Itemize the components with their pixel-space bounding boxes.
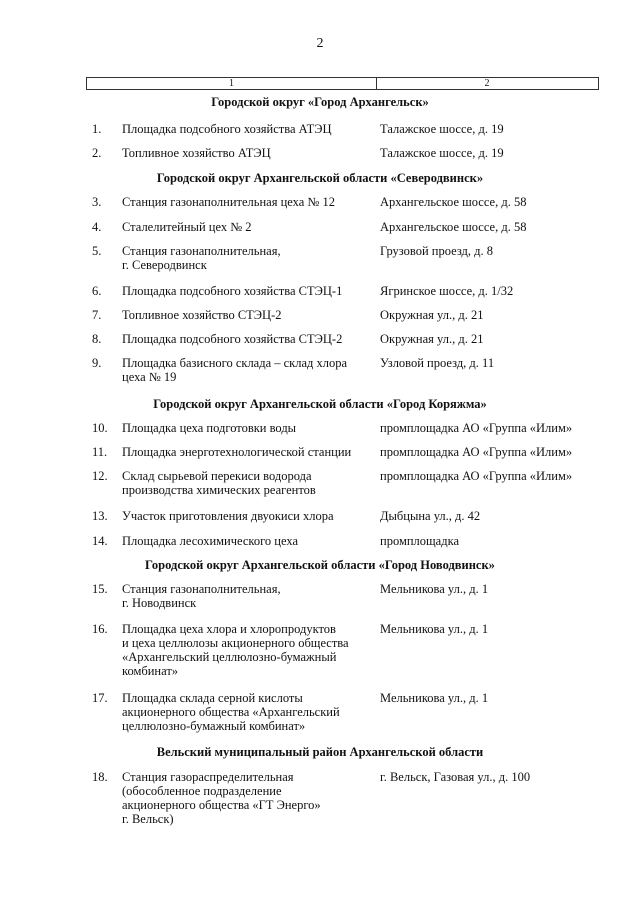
object-address: Грузовой проезд, д. 8 (380, 244, 493, 258)
row-number: 17. (92, 691, 108, 705)
object-name: Станция газонаполнительная, г. Северодвинск (122, 244, 281, 272)
row-number: 14. (92, 534, 108, 548)
row-number: 13. (92, 509, 108, 523)
row-number: 2. (92, 146, 102, 160)
row-number: 15. (92, 582, 108, 596)
object-address: промплощадка АО «Группа «Илим» (380, 421, 573, 435)
object-name: Площадка подсобного хозяйства СТЭЦ-1 (122, 284, 343, 298)
object-name: Склад сырьевой перекиси водорода производства химических реагентов (122, 469, 316, 497)
row-number: 1. (92, 122, 102, 136)
row-number: 10. (92, 421, 108, 435)
row-number: 8. (92, 332, 102, 346)
object-address: Ягринское шоссе, д. 1/32 (380, 284, 514, 298)
page-number: 2 (316, 36, 324, 51)
row-number: 18. (92, 770, 108, 784)
object-address: Архангельское шоссе, д. 58 (380, 220, 527, 234)
column-header-row (86, 77, 599, 90)
object-name: Площадка цеха подготовки воды (122, 421, 297, 435)
section-title: Городской округ «Город Архангельск» (211, 95, 429, 109)
row-number: 4. (92, 220, 102, 234)
object-address: Дыбцына ул., д. 42 (380, 509, 481, 523)
row-number: 6. (92, 284, 102, 298)
object-name: Сталелитейный цех № 2 (122, 220, 252, 234)
object-name: Станция газонаполнительная, г. Новодвинск (122, 582, 281, 610)
object-name: Площадка склада серной кислоты акционерного общества «Архангельский целлюлозно-бумажный комбинат» (122, 691, 340, 733)
object-name: Площадка лесохимического цеха (122, 534, 299, 548)
row-number: 12. (92, 469, 108, 483)
column-header-2: 2 (484, 78, 490, 89)
object-name: Площадка цеха хлора и хлоропродуктов и цеха целлюлозы акционерного общества «Архангельский целлюлозно-бумажный комбинат» (122, 622, 349, 678)
object-address: промплощадка АО «Группа «Илим» (380, 469, 573, 483)
object-name: Станция газораспределительная (обособленное подразделение акционерного общества «ГТ Энерго» г. Вельск) (122, 770, 321, 826)
row-number: 5. (92, 244, 102, 258)
row-number: 11. (92, 445, 108, 459)
object-name: Площадка базисного склада – склад хлора цеха № 19 (122, 356, 348, 384)
column-header-1: 1 (87, 78, 377, 89)
object-name: Топливное хозяйство СТЭЦ-2 (122, 308, 282, 322)
section-title: Городской округ Архангельской области «Северодвинск» (156, 171, 484, 185)
object-address: г. Вельск, Газовая ул., д. 100 (380, 770, 531, 784)
row-number: 16. (92, 622, 108, 636)
section-title: Вельский муниципальный район Архангельской области (156, 745, 484, 759)
row-number: 3. (92, 195, 102, 209)
object-address: Архангельское шоссе, д. 58 (380, 195, 527, 209)
object-address: Талажское шоссе, д. 19 (380, 122, 504, 136)
object-address: промплощадка АО «Группа «Илим» (380, 445, 573, 459)
section-title: Городской округ Архангельской области «Город Коряжма» (153, 397, 487, 411)
object-name: Участок приготовления двуокиси хлора (122, 509, 334, 523)
object-name: Топливное хозяйство АТЭЦ (122, 146, 271, 160)
object-address: промплощадка (380, 534, 460, 548)
object-name: Площадка подсобного хозяйства АТЭЦ (122, 122, 332, 136)
object-address: Окружная ул., д. 21 (380, 308, 484, 322)
object-address: Окружная ул., д. 21 (380, 332, 484, 346)
row-number: 7. (92, 308, 102, 322)
object-address: Узловой проезд, д. 11 (380, 356, 495, 370)
object-address: Мельникова ул., д. 1 (380, 622, 489, 636)
object-address: Мельникова ул., д. 1 (380, 582, 489, 596)
object-address: Мельникова ул., д. 1 (380, 691, 489, 705)
row-number: 9. (92, 356, 102, 370)
section-title: Городской округ Архангельской области «Город Новодвинск» (145, 558, 495, 572)
object-address: Талажское шоссе, д. 19 (380, 146, 504, 160)
object-name: Станция газонаполнительная цеха № 12 (122, 195, 335, 209)
object-name: Площадка энерготехнологической станции (122, 445, 352, 459)
object-name: Площадка подсобного хозяйства СТЭЦ-2 (122, 332, 343, 346)
